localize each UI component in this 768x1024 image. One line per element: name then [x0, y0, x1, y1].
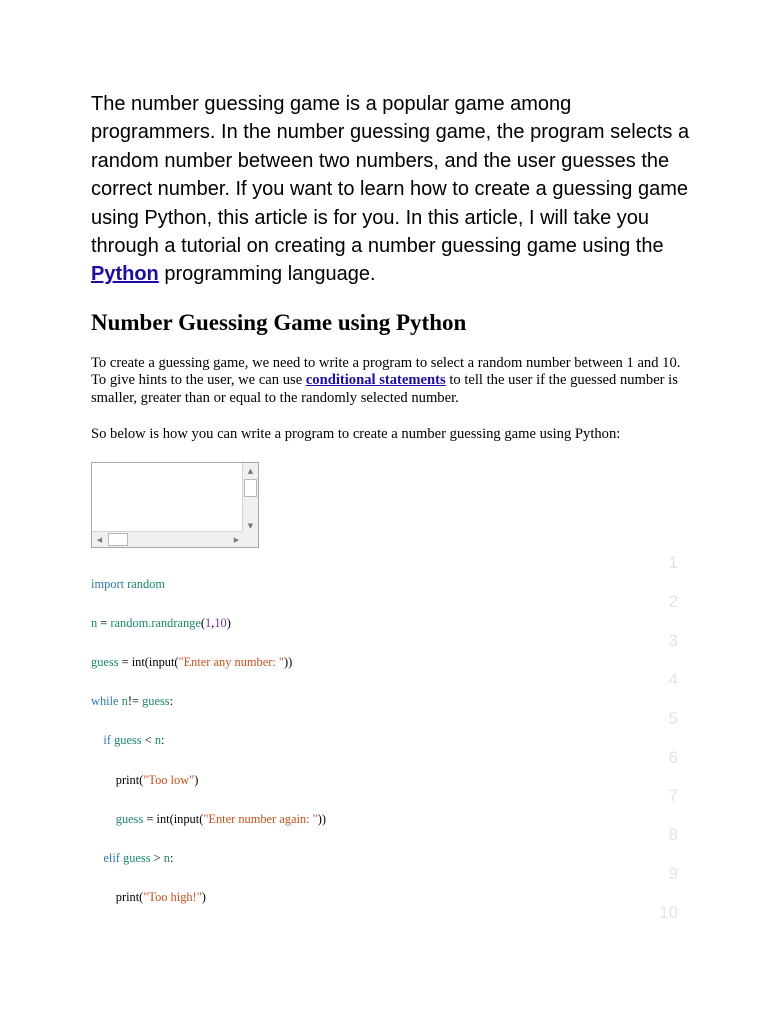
- line-number: 1: [668, 553, 678, 572]
- code-token: elif: [103, 850, 120, 865]
- body-paragraph-1: [91, 355, 691, 407]
- code-token: "Enter number again: ": [203, 811, 318, 826]
- code-token: random: [127, 577, 166, 591]
- code-token: "Enter any number: ": [178, 655, 284, 670]
- scroll-up-arrow-icon[interactable]: ▲: [247, 466, 254, 475]
- code-token: ): [194, 772, 199, 787]
- code-token: guess: [91, 655, 119, 670]
- code-token: 1: [205, 616, 212, 631]
- line-number: 5: [668, 708, 678, 728]
- code-line: [91, 693, 173, 709]
- code-token: print(: [115, 889, 144, 904]
- code-token: =: [97, 616, 111, 631]
- code-token: "Too low": [143, 772, 195, 787]
- para1-text-after: to tell the user if the guessed number is smaller, greater than or equal to the randomly selected number.: [91, 372, 678, 406]
- code-indent: [91, 773, 116, 787]
- code-token: )): [283, 655, 293, 670]
- vertical-scroll-thumb[interactable]: [244, 479, 257, 497]
- line-number: 2: [668, 591, 678, 611]
- code-line: [91, 732, 164, 748]
- code-token: = int(input(: [143, 811, 204, 826]
- code-line: [91, 811, 326, 827]
- line-number: 4: [668, 669, 678, 689]
- code-line: [91, 654, 292, 670]
- intro-text-before: The number guessing game is a popular game among programmers. In the number guessing game, the program selects a random number between two numbers, and the user guesses the correct number. If you want to learn how to create a guessing game using Python, this article is for you. In this article, I will take you through a tutorial on creating a number guessing game using the: [91, 93, 690, 258]
- code-token: if: [103, 733, 111, 748]
- code-token: :: [161, 733, 165, 748]
- code-token: !=: [127, 694, 143, 709]
- python-link[interactable]: Python: [91, 263, 159, 286]
- code-indent: [91, 890, 116, 904]
- code-token: (: [200, 616, 206, 631]
- code-textarea[interactable]: [91, 462, 259, 548]
- code-token: ): [201, 889, 206, 904]
- code-indent: [91, 851, 103, 865]
- horizontal-scrollbar[interactable]: [92, 531, 244, 547]
- code-token: n: [121, 694, 128, 709]
- code-token: "Too high!": [143, 889, 202, 904]
- code-line: [91, 889, 206, 905]
- scroll-left-arrow-icon[interactable]: ◀: [96, 535, 103, 544]
- line-number: 6: [668, 747, 678, 767]
- code-line: [91, 772, 198, 788]
- code-line: [91, 615, 231, 631]
- code-token: while: [91, 694, 119, 709]
- line-number: 10: [659, 903, 678, 923]
- line-number: 3: [668, 630, 678, 650]
- code-token: guess: [115, 811, 144, 826]
- code-token: guess: [142, 694, 170, 709]
- code-token: ,: [211, 616, 215, 631]
- body-paragraph-2: So below is how you can write a program to create a number guessing game using Python:: [91, 426, 621, 442]
- code-token: :: [169, 850, 174, 865]
- code-token: n: [163, 850, 170, 865]
- code-token: = int(input(: [118, 655, 179, 670]
- code-token: 10: [214, 616, 227, 631]
- scroll-down-arrow-icon[interactable]: ▼: [247, 521, 254, 530]
- intro-paragraph: [91, 90, 691, 289]
- horizontal-scroll-thumb[interactable]: [108, 533, 128, 546]
- code-indent: [91, 733, 103, 747]
- line-number: 8: [668, 825, 678, 845]
- code-token: guess: [123, 850, 151, 865]
- code-token: ): [226, 616, 231, 631]
- intro-text-after: programming language.: [158, 263, 376, 286]
- scrollbar-corner: [242, 531, 258, 547]
- code-token: guess: [114, 733, 142, 748]
- code-token: random.randrange: [110, 616, 201, 631]
- code-token: :: [169, 694, 174, 709]
- code-token: print(: [115, 772, 144, 787]
- code-token: n: [154, 733, 162, 748]
- scroll-right-arrow-icon[interactable]: ▶: [233, 535, 240, 544]
- line-number: 7: [668, 786, 678, 806]
- code-token: >: [150, 850, 164, 865]
- vertical-scrollbar[interactable]: [242, 463, 258, 533]
- code-token: import: [91, 577, 125, 591]
- code-indent: [91, 812, 116, 826]
- line-number: 9: [668, 864, 678, 884]
- code-line: [91, 850, 173, 866]
- code-line: [91, 576, 165, 592]
- conditional-statements-link[interactable]: conditional statements: [305, 372, 446, 389]
- code-token: n: [91, 616, 98, 631]
- section-heading: Number Guessing Game using Python: [91, 310, 467, 335]
- para1-text-before: To create a guessing game, we need to write a program to select a random number between 1 and 10. To give hints to the user, we can use: [91, 355, 681, 389]
- code-token: <: [141, 733, 155, 748]
- code-token: )): [317, 811, 326, 826]
